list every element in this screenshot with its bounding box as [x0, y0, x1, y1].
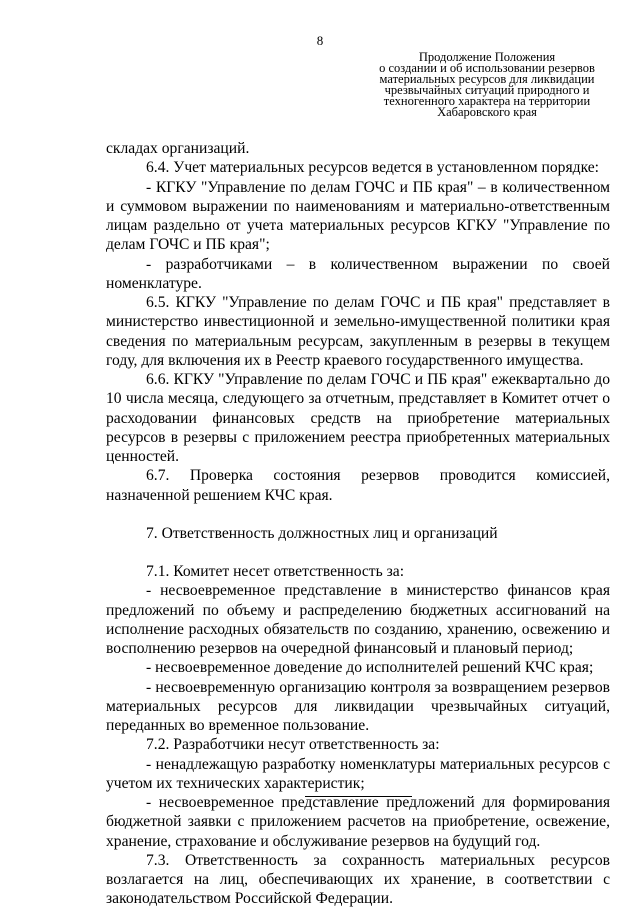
clause-6-7: 6.7. Проверка состояния резервов проводится комиссией, назначенной решением КЧС края. — [106, 467, 610, 504]
continuation-header-line: материальных ресурсов для ликвидации — [379, 72, 595, 86]
section-7-heading: 7. Ответственность должностных лиц и организаций — [146, 524, 498, 542]
page-number: 8 — [316, 33, 324, 48]
list-item: - несвоевременное представление в министерство финансов края предложений по объему и распределению бюджетных ассигнований на исполнение расходных обязательств по созданию, хранению, освежению и восполнению резервов на очередной финансовый и плановый период; — [106, 582, 610, 657]
list-item: - ненадлежащую разработку номенклатуры материальных ресурсов с учетом их технических характеристик; — [106, 755, 610, 792]
paragraph: складах организаций. — [106, 140, 250, 157]
continuation-header-line: о создании и об использовании резервов — [379, 61, 595, 75]
continuation-header — [372, 52, 602, 118]
list-item: - несвоевременную организацию контроля за возвращением резервов материальных ресурсов для ликвидации чрезвычайных ситуаций, переданных во временное пользование. — [106, 678, 610, 734]
list-item: - КГКУ "Управление по делам ГОЧС и ПБ края" – в количественном и суммовом выражении по наименованиям и материально-ответственным лицам раздельно от учета материальных ресурсов КГКУ "Управление по делам ГОЧС и ПБ края"; — [106, 178, 610, 254]
continuation-header-line: Продолжение Положения — [418, 50, 556, 64]
list-item: - разработчиками – в количественном выражении по своей номенклатуре. — [106, 255, 610, 292]
list-item: - несвоевременное представление предложений для формирования бюджетной заявки с приложением расчетов на приобретение, освежение, хранение, страхование и обслуживание резервов на будущий год. — [106, 794, 610, 850]
continuation-header-line: чрезвычайных ситуаций природного и — [384, 83, 590, 97]
clause-6-5: 6.5. КГКУ "Управление по делам ГОЧС и ПБ края" представляет в министерство инвестиционной и земельно-имущественной политики края сведения по материальным ресурсам, закупленным в резервы в текущем году, для включения их в Реестр краевого государственного имущества. — [106, 294, 610, 369]
document-body — [106, 139, 610, 909]
clause-6-6: 6.6. КГКУ "Управление по делам ГОЧС и ПБ края" ежеквартально до 10 числа месяца, следующего за отчетным, представляет в Комитет отчет о расходовании финансовых средств на приобретение материальных ресурсов в резервы с приложением реестра приобретенных материальных ценностей. — [106, 371, 610, 465]
end-rule — [305, 796, 412, 797]
continuation-header-line: техногенного характера на территории — [383, 94, 591, 108]
clause-7-3: 7.3. Ответственность за сохранность материальных ресурсов возлагается на лиц, обеспечивающих их хранение, в соответствии с законодательством Российской Федерации. — [106, 851, 610, 908]
clause-7-1: 7.1. Комитет несет ответственность за: — [146, 563, 405, 580]
list-item: - несвоевременное доведение до исполнителей решений КЧС края; — [146, 659, 594, 677]
clause-6-4: 6.4. Учет материальных ресурсов ведется в установленном порядке: — [146, 159, 600, 177]
continuation-header-line: Хабаровского края — [437, 105, 537, 119]
clause-7-2: 7.2. Разработчики несут ответственность за: — [146, 736, 440, 754]
